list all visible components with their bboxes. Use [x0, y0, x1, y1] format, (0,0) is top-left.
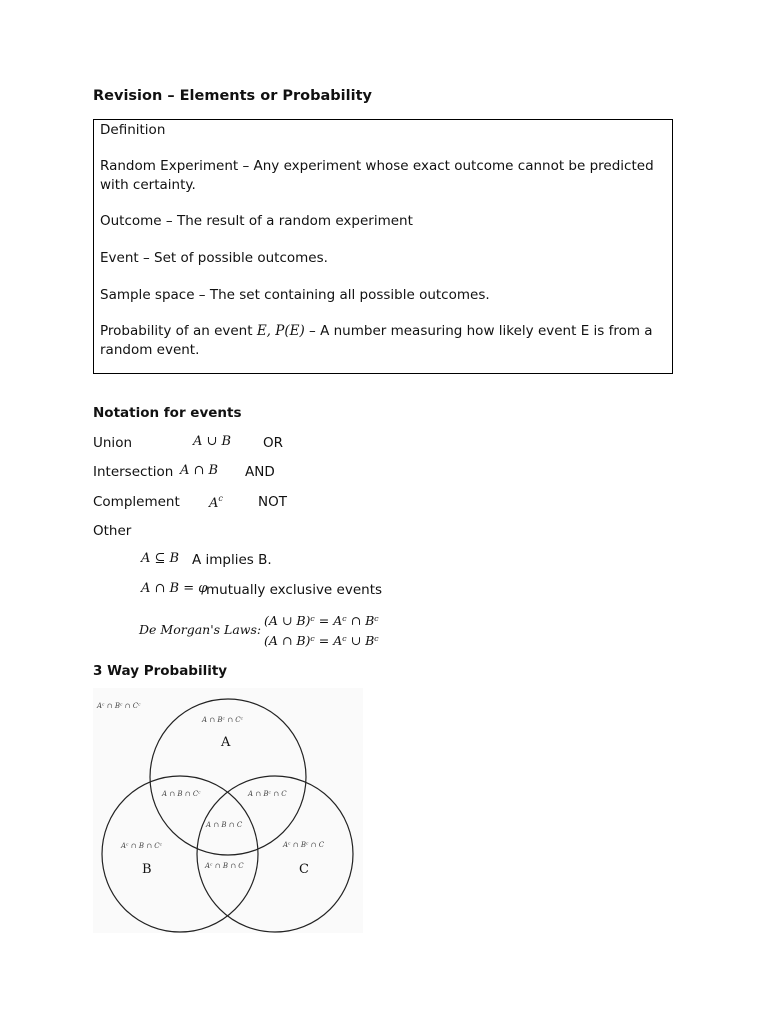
union-label: Union	[93, 435, 133, 451]
bc-region-label: Aᶜ ∩ B ∩ C	[205, 862, 244, 870]
ab-region-label: A ∩ B ∩ Cᶜ	[162, 790, 201, 798]
complement-word: NOT	[258, 494, 287, 510]
intersection-word: AND	[245, 464, 275, 480]
a-only-region-label: A ∩ Bᶜ ∩ Cᶜ	[202, 716, 244, 724]
set-a-label: A	[221, 735, 231, 750]
subset-symbol: A ⊆ B	[141, 551, 180, 566]
event-definition: Event – Set of possible outcomes.	[100, 250, 328, 266]
sample-space-definition: Sample space – The set containing all possible outcomes.	[100, 286, 490, 303]
intersection-label: Intersection	[93, 464, 174, 480]
union-symbol: A ∪ B	[193, 434, 232, 449]
b-only-region-label: Aᶜ ∩ B ∩ Cᶜ	[121, 842, 163, 850]
probability-math: E, P(E)	[256, 323, 305, 340]
complement-sup: c	[218, 494, 223, 503]
union-word: OR	[263, 435, 284, 451]
page-title: Revision – Elements or Probability	[93, 88, 372, 104]
subset-text: A implies B.	[192, 552, 272, 568]
outside-region-label: Aᶜ ∩ Bᶜ ∩ Cᶜ	[97, 702, 141, 710]
definition-heading: Definition	[100, 122, 166, 138]
probability-definition	[100, 322, 666, 359]
exclusive-text: mutually exclusive events	[206, 582, 383, 598]
complement-symbol	[209, 494, 223, 511]
notation-heading: Notation for events	[93, 405, 242, 421]
set-b-label: B	[142, 862, 152, 877]
set-c-label: C	[299, 862, 309, 877]
exclusive-symbol: A ∩ B = φ	[141, 581, 208, 596]
venn-diagram	[93, 688, 363, 933]
other-label: Other	[93, 523, 132, 539]
circle-c	[197, 776, 353, 932]
probability-suffix: – A number measuring how likely event E is from a random event.	[100, 323, 653, 358]
circle-b	[102, 776, 258, 932]
random-experiment-definition: Random Experiment – Any experiment whose exact outcome cannot be predicted with certainty.	[100, 158, 654, 193]
abc-region-label: A ∩ B ∩ C	[206, 821, 243, 829]
definition-box	[93, 119, 673, 374]
de-morgan-law-1: (A ∪ B)ᶜ = Aᶜ ∩ Bᶜ	[264, 613, 379, 628]
de-morgan-label: De Morgan's Laws:	[139, 622, 262, 637]
complement-label: Complement	[93, 494, 180, 510]
outcome-definition: Outcome – The result of a random experiment	[100, 213, 413, 230]
de-morgan-law-2: (A ∩ B)ᶜ = Aᶜ ∪ Bᶜ	[264, 633, 379, 648]
probability-prefix: Probability of an event	[100, 323, 257, 340]
venn-svg	[93, 688, 363, 933]
three-way-heading: 3 Way Probability	[93, 663, 228, 679]
complement-base: A	[209, 496, 219, 511]
intersection-symbol: A ∩ B	[180, 463, 219, 478]
ac-region-label: A ∩ Bᶜ ∩ C	[248, 790, 287, 798]
c-only-region-label: Aᶜ ∩ Bᶜ ∩ C	[283, 841, 325, 849]
